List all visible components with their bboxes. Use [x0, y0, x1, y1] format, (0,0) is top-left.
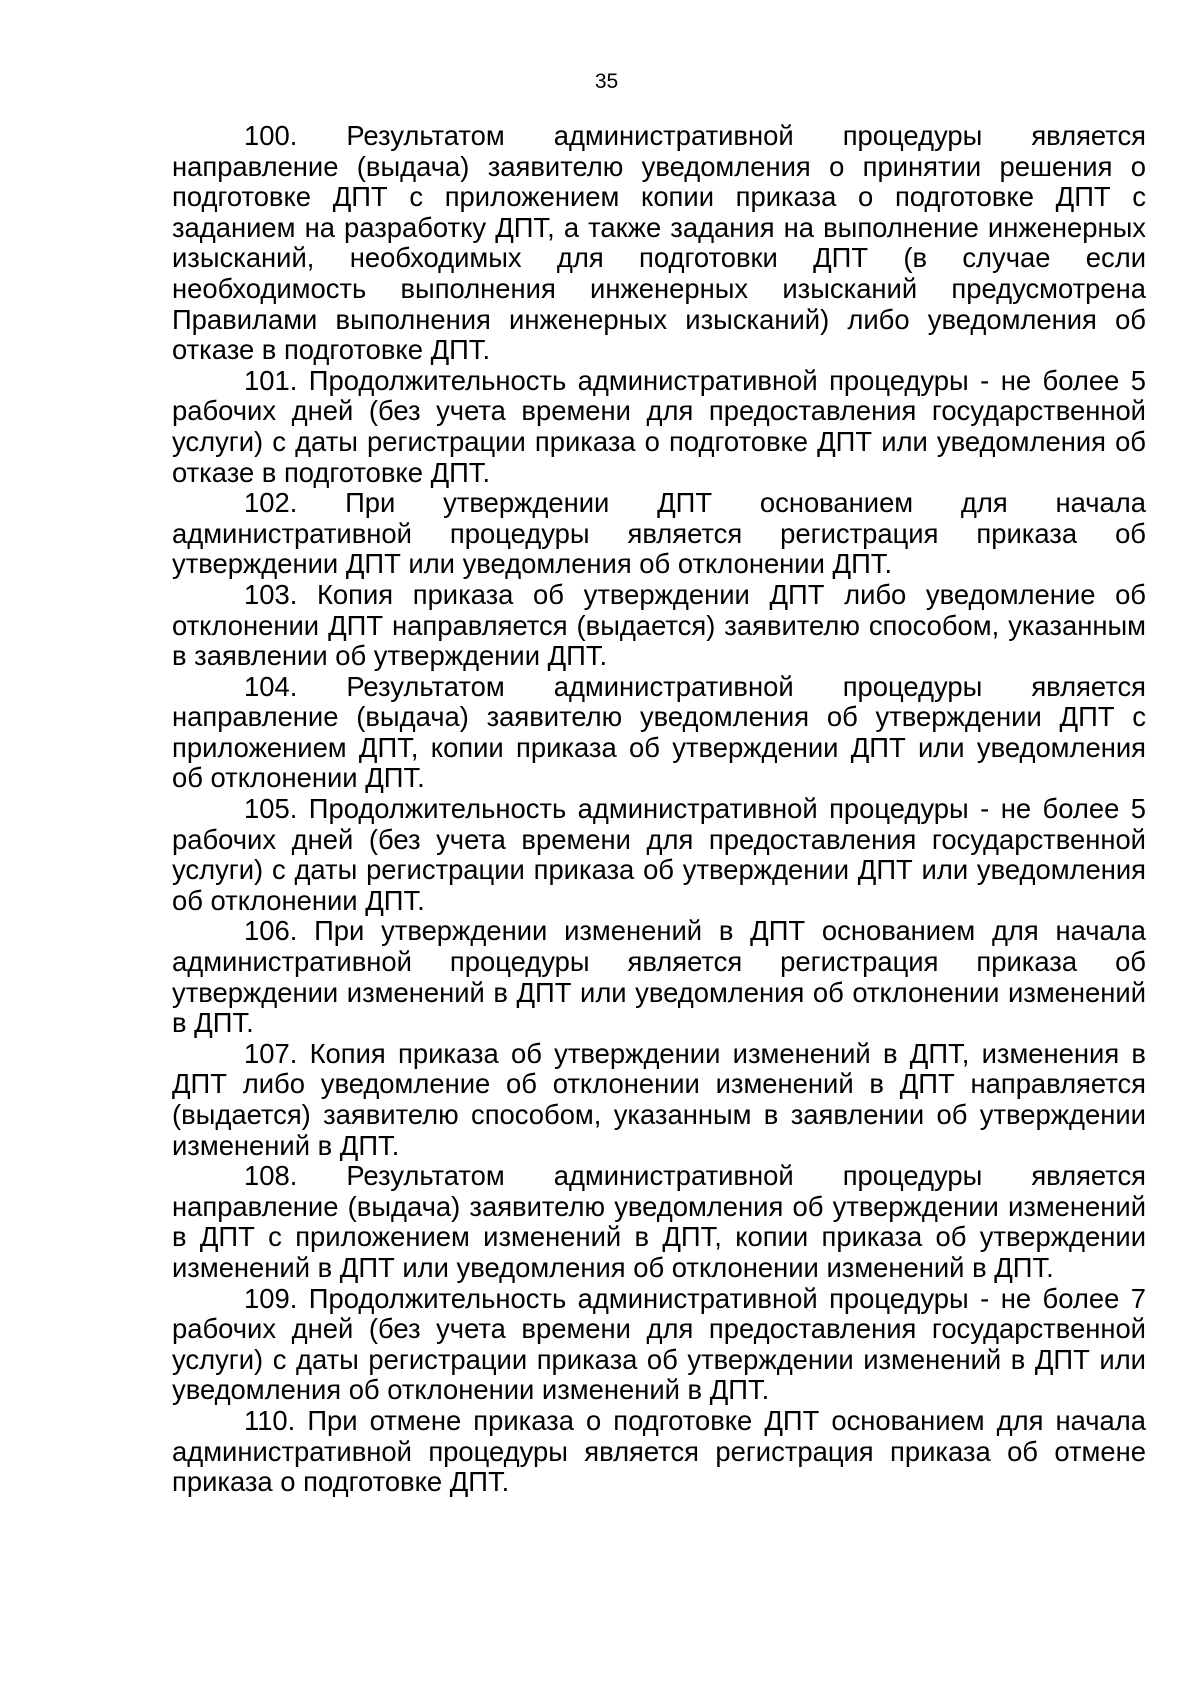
paragraph-107: 107. Копия приказа об утверждении изменений в ДПТ, изменения в ДПТ либо уведомление об отклонении изменений в ДПТ направляется (выдается) заявителю способом, указанным в заявлении об утверждении изменений в ДПТ.: [172, 1037, 1146, 1161]
paragraph-110: 110. При отмене приказа о подготовке ДПТ основанием для начала административной процедуры является регистрация приказа об отмене приказа о подготовке ДПТ.: [172, 1404, 1146, 1498]
paragraph-101: 101. Продолжительность административной процедуры - не более 5 рабочих дней (без учета времени для предоставления государственной услуги) с даты регистрации приказа о подготовке ДПТ или уведомления об отказе в подготовке ДПТ.: [172, 364, 1146, 488]
paragraph-103: 103. Копия приказа об утверждении ДПТ либо уведомление об отклонении ДПТ направляется (выдается) заявителю способом, указанным в заявлении об утверждении ДПТ.: [172, 578, 1146, 672]
document-body: [172, 121, 1146, 1498]
paragraph-105: 105. Продолжительность административной процедуры - не более 5 рабочих дней (без учета времени для предоставления государственной услуги) с даты регистрации приказа об утверждении ДПТ или уведомления об отклонении ДПТ.: [172, 793, 1146, 916]
page-number: 35: [594, 70, 619, 93]
paragraph-104: 104. Результатом административной процедуры является направление (выдача) заявителю уведомления об утверждении ДПТ с приложением ДПТ, копии приказа об утверждении ДПТ или уведомления об отклонении ДПТ.: [172, 670, 1146, 794]
paragraph-106: 106. При утверждении изменений в ДПТ основанием для начала административной процедуры является регистрация приказа об утверждении изменений в ДПТ или уведомления об отклонении изменений в ДПТ.: [172, 915, 1146, 1039]
paragraph-109: 109. Продолжительность административной процедуры - не более 7 рабочих дней (без учета времени для предоставления государственной услуги) с даты регистрации приказа об утверждении изменений в ДПТ или уведомления об отклонении изменений в ДПТ.: [172, 1282, 1146, 1406]
paragraph-102: 102. При утверждении ДПТ основанием для начала административной процедуры является регистрация приказа об утверждении ДПТ или уведомления об отклонении ДПТ.: [172, 487, 1146, 580]
paragraph-108: 108. Результатом административной процедуры является направление (выдача) заявителю уведомления об утверждении изменений в ДПТ с приложением изменений в ДПТ, копии приказа об утверждении изменений в ДПТ или уведомления об отклонении изменений в ДПТ.: [172, 1160, 1146, 1283]
paragraph-100: 100. Результатом административной процедуры является направление (выдача) заявителю уведомления о принятии решения о подготовке ДПТ с приложением копии приказа о подготовке ДПТ с заданием на разработку ДПТ, а также задания на выполнение инженерных изысканий, необходимых для подготовки ДПТ (в случае если необходимость выполнения инженерных изысканий предусмотрена Правилами выполнения инженерных изысканий) либо уведомления об отказе в подготовке ДПТ.: [172, 120, 1146, 366]
